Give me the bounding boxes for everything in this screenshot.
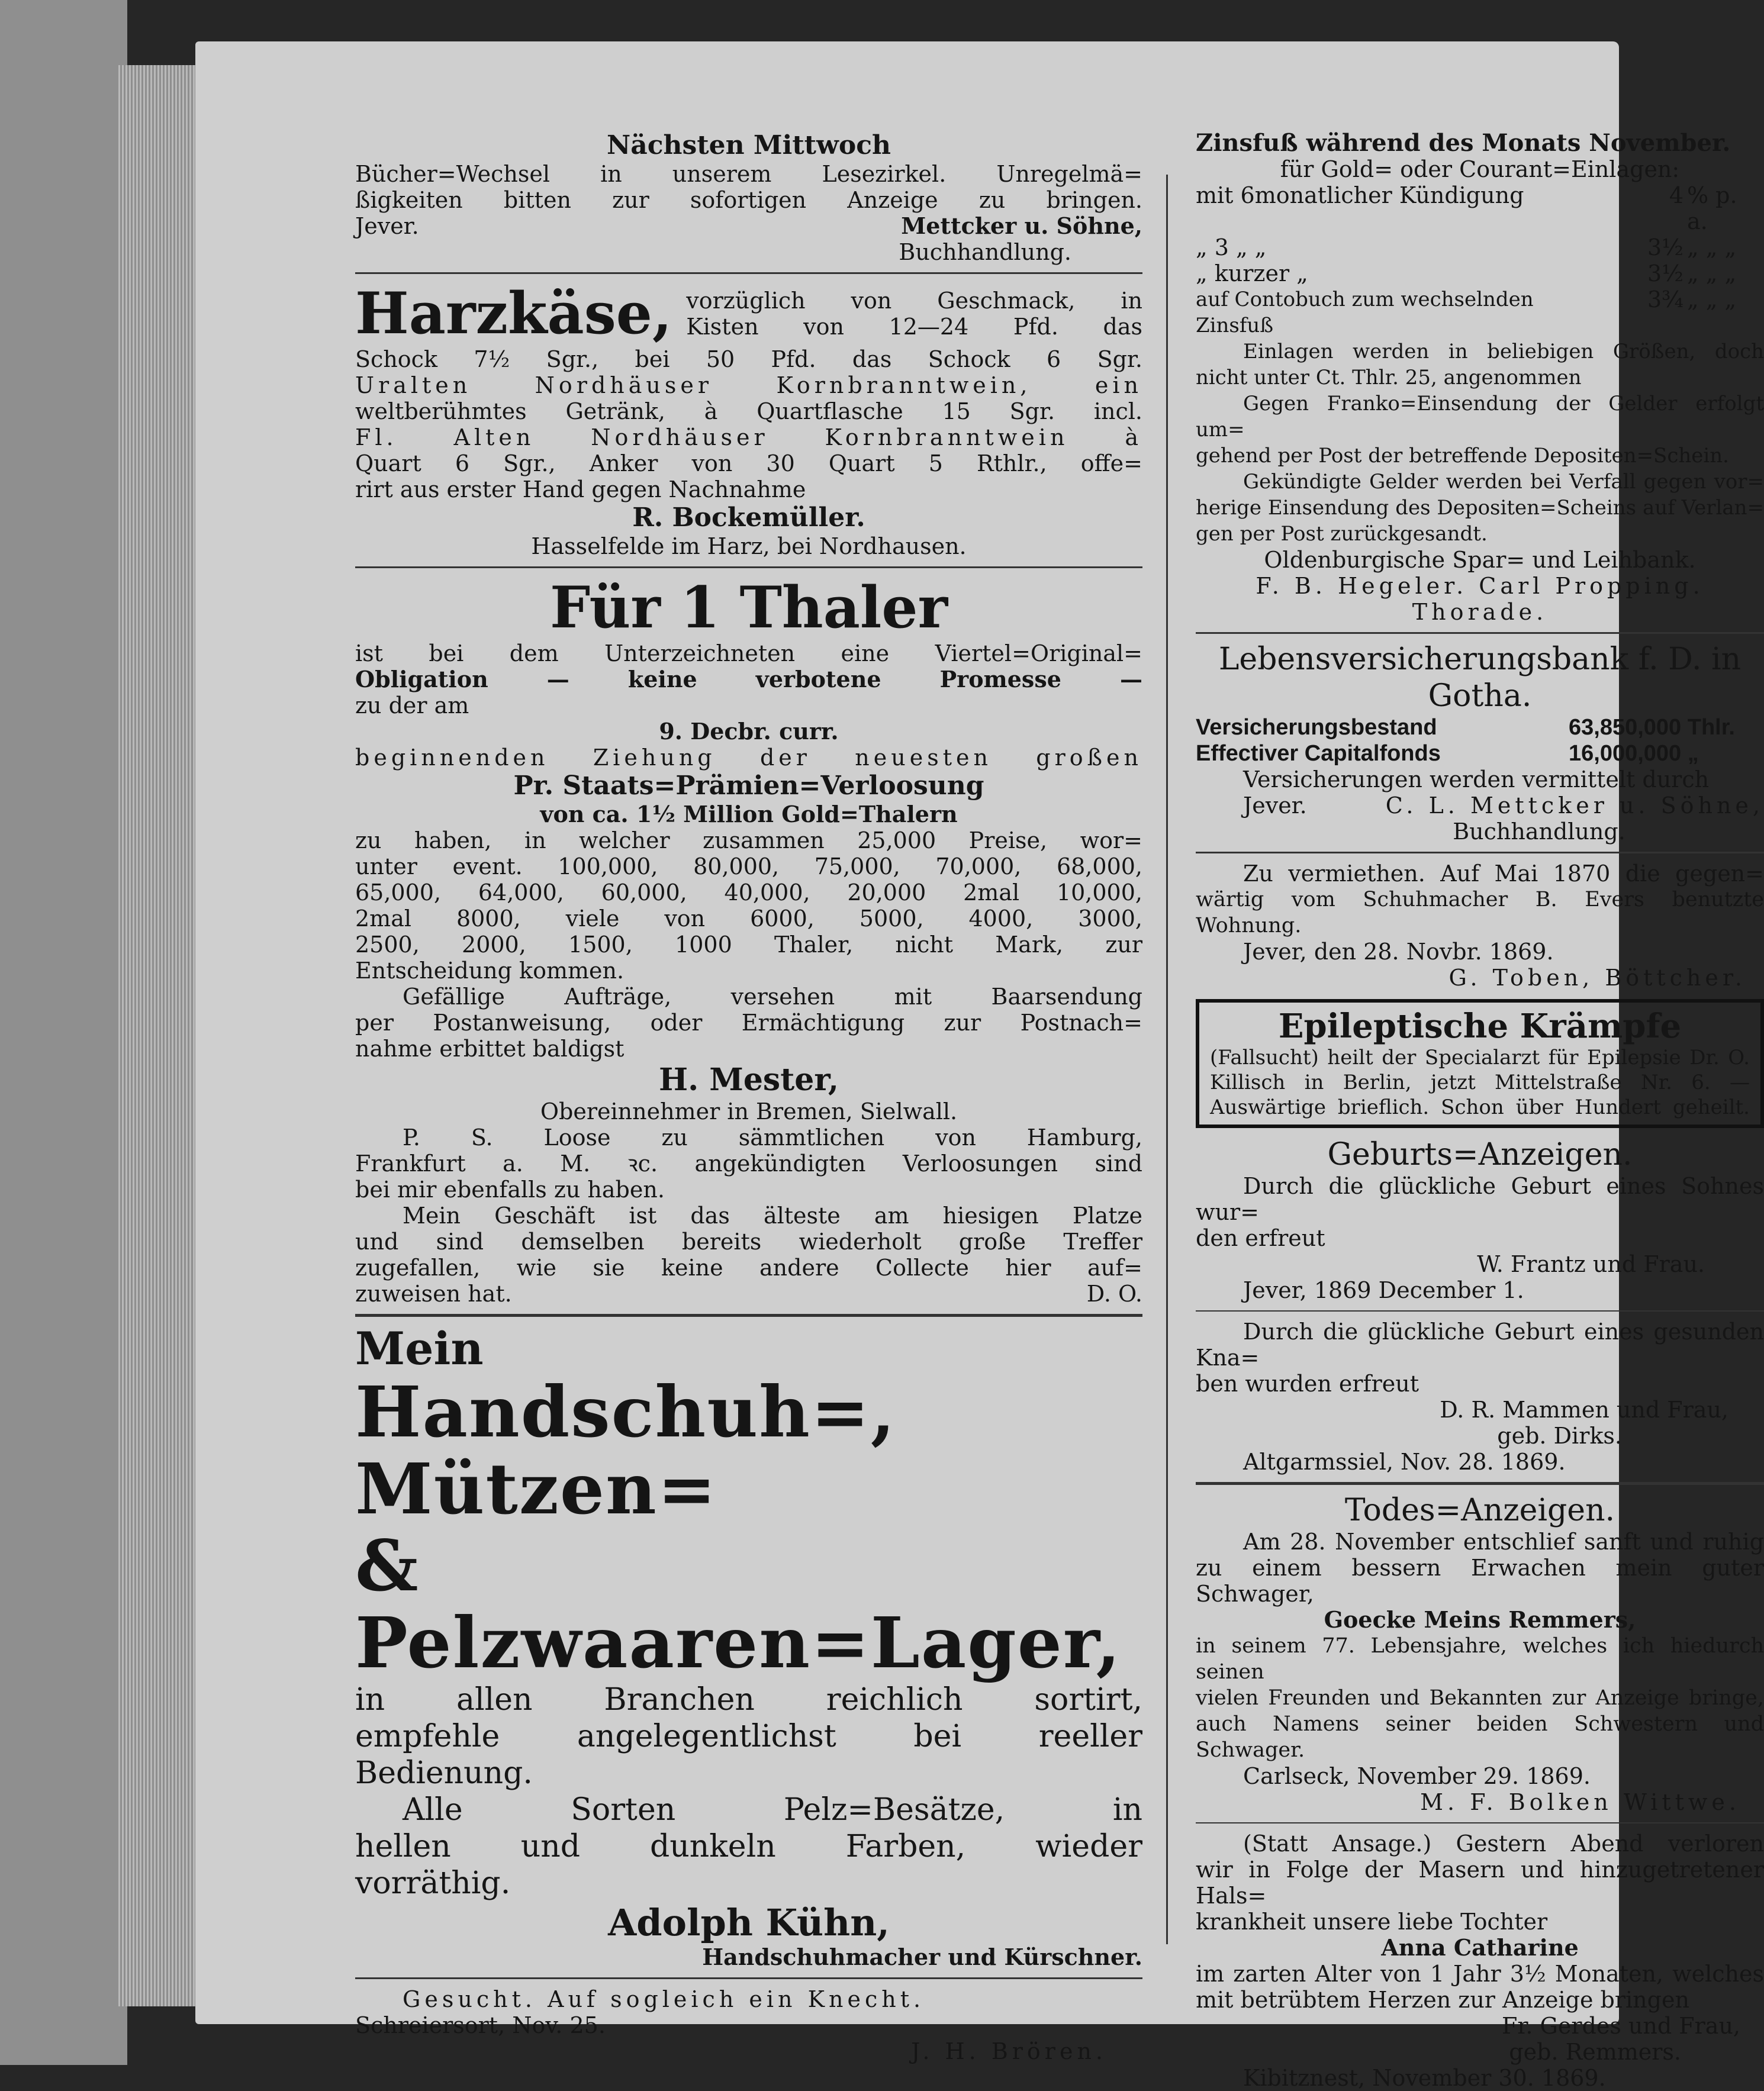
rate-value: 3½ [1647,234,1683,260]
ad-text: Versicherungen werden vermittelt durch [1243,766,1710,792]
ad-text: Mein Geschäft ist das älteste am hiesigen Platze [403,1203,1142,1229]
ad-initials: D. O. [1086,1281,1142,1307]
ad-signature: R. Bockemüller. [632,502,865,533]
divider [1196,632,1764,634]
ad-text: empfehle angelegentlichst bei reeller [355,1719,1142,1754]
rate-value: 4 [1669,182,1683,208]
section-title: Geburts=Anzeigen. [1327,1137,1633,1172]
ad-text: bei mir ebenfalls zu haben. [355,1177,665,1203]
divider [355,566,1142,568]
ad-text: Schock 7½ Sgr., bei 50 Pfd. das Schock 6 Sgr. [355,346,1142,372]
ad-title: & Pelzwaaren=Lager, [355,1525,1122,1684]
right-column [1196,130,1764,2091]
ad-text: 65,000, 64,000, 60,000, 40,000, 20,000 2mal 10,000, [355,879,1142,906]
divider [1196,852,1764,853]
ad-firm: Mettcker u. Söhne, [901,212,1142,239]
ad-text: per Postanweisung, oder Ermächtigung zur Postnach= [355,1010,1142,1036]
ad-text: Gefällige Aufträge, versehen mit Baarsendung [403,984,1142,1010]
ad-text: Einlagen werden in beliebigen Größen, doch [1243,340,1764,363]
ad-thaler [355,575,1142,1307]
ad-title: Mein [355,1322,484,1375]
ad-title: Für 1 Thaler [549,574,948,641]
ad-text: weltberühmtes Getränk, à Quartflasche 15 Sgr. incl. [355,398,1142,424]
rate-unit: „ „ „ [1687,234,1737,260]
ad-text: auch Namens seiner beiden Schwestern und Schwager. [1196,1712,1764,1762]
insurance-label: Versicherungsbestand [1196,715,1437,740]
ad-title: Gotha. [1428,678,1532,714]
divider [355,1977,1142,1979]
ad-text: P. S. Loose zu sämmtlichen von Hamburg, [403,1125,1142,1151]
ad-text: wärtig vom Schuhmacher B. Evers benutzte Wohnung. [1196,888,1764,937]
ad-title: Epileptische Krämpfe [1278,1007,1682,1046]
ad-text: Durch die glückliche Geburt eines Sohnes wur= [1196,1173,1764,1225]
ad-text: vorzüglich von Geschmack, in [686,288,1142,314]
ad-text: vorräthig. [355,1866,511,1901]
ad-text: ßigkeiten bitten zur sofortigen Anzeige zu bringen. [355,187,1142,213]
rate-unit: „ „ „ [1687,260,1737,286]
deceased-name: Goecke Meins Remmers, [1324,1606,1636,1633]
ad-signature: Oldenburgische Spar= und Leihbank. [1264,547,1696,573]
insurance-value: 63,850,000 Thlr. [1569,715,1735,740]
ad-text: Zu vermiethen. Auf Mai 1870 die gegen= [1243,861,1764,887]
ad-text: Quart 6 Sgr., Anker von 30 Quart 5 Rthlr., offe= [355,450,1142,476]
ad-signature: H. Mester, [658,1062,839,1098]
divider [355,272,1142,274]
ad-todes-anzeigen [1196,1492,1764,2091]
ad-text: Bedienung. [355,1755,533,1791]
page-edges [118,65,207,2006]
divider [355,1314,1142,1317]
ad-firm: C. L. Mettcker u. Söhne, [1385,792,1764,819]
deceased-name: Anna Catharine [1381,1934,1579,1961]
ad-text: den erfreut [1196,1225,1325,1251]
ad-text: Bücher=Wechsel in unserem Lesezirkel. Unregelmä= [355,161,1142,187]
ad-text: beginnenden Ziehung der neuesten großen [355,745,1142,771]
ad-text: 2500, 2000, 1500, 1000 Thaler, nicht Mark, zur [355,932,1142,958]
insurance-label: Effectiver Capitalfonds [1196,741,1441,766]
ad-place: Jever. [1243,792,1307,819]
ad-place: Altgarmssiel, Nov. 28. 1869. [1243,1449,1566,1475]
insurance-value: 16,000,000 „ [1569,741,1699,766]
ad-text: Gegen Franko=Einsendung der Gelder erfolgt um= [1196,392,1764,442]
ad-text: ist bei dem Unterzeichneten eine Viertel=Original= [355,640,1142,666]
ad-text: in allen Branchen reichlich sortirt, [355,1682,1142,1718]
ad-signature-sub: Obereinnehmer in Bremen, Sielwall. [540,1098,958,1125]
ad-text: (Fallsucht) heilt der Specialarzt für Epilepsie Dr. O. [1210,1046,1750,1069]
ad-text: unter event. 100,000, 80,000, 75,000, 70,000, 68,000, [355,853,1142,879]
ad-signature: J. H. Brören. [911,2038,1107,2064]
ad-text: vielen Freunden und Bekannten zur Anzeige bringe, [1196,1686,1764,1710]
ad-lebensversicherung [1196,641,1764,845]
ad-signature: G. Toben, Böttcher. [1448,965,1746,991]
ad-text: nicht unter Ct. Thlr. 25, angenommen [1196,366,1582,389]
ad-firm-sub: Buchhandlung. [899,239,1071,265]
ad-signature: D. R. Mammen und Frau, [1440,1397,1728,1423]
ad-text: ben wurden erfreut [1196,1371,1419,1397]
ad-title: Handschuh=, Mützen= [355,1371,896,1530]
ad-date: 9. Decbr. curr. [659,718,839,745]
rate-label: „ 3 „ „ [1196,234,1267,260]
ad-text: gen per Post zurückgesandt. [1196,522,1488,546]
ad-text: Am 28. November entschlief sanft und ruhig [1243,1529,1764,1555]
ad-place: Jever, 1869 December 1. [1243,1277,1524,1303]
divider [1196,1822,1764,1823]
ad-place: Thorade. [1412,599,1548,625]
divider [1196,1310,1764,1312]
ad-text: von ca. 1½ Million Gold=Thalern [540,801,958,827]
ad-text: 2mal 8000, viele von 6000, 5000, 4000, 3000, [355,906,1142,932]
book-cover [0,0,127,2065]
ad-signature: Adolph Kühn, [608,1901,890,1944]
ad-text: Pr. Staats=Prämien=Verloosung [513,771,984,801]
ad-text: Entscheidung kommen. [355,958,625,984]
ad-zinsfuss [1196,130,1764,625]
rate-unit: „ „ „ [1687,286,1737,312]
ad-title: Zinsfuß während des Monats November. [1196,129,1731,157]
left-column [355,130,1142,2064]
ad-text: krankheit unsere liebe Tochter [1196,1909,1548,1935]
ad-signature-sub: geb. Dirks. [1497,1423,1622,1449]
ad-place: Carlseck, November 29. 1869. [1243,1763,1591,1789]
ad-text: Killisch in Berlin, jetzt Mittelstraße Nr. 6. — [1210,1071,1750,1094]
ad-text: zugefallen, wie sie keine andere Collecte hier auf= [355,1255,1142,1281]
ad-signature: Fr. Gerdes und Frau, [1501,2013,1740,2039]
ad-text: (Statt Ansage.) Gestern Abend verloren [1243,1831,1764,1857]
ad-title: Lebensversicherungsbank f. D. in [1218,642,1742,677]
ad-text: mit betrübtem Herzen zur Anzeige bringen [1196,1987,1689,2013]
ad-place: Hasselfelde im Harz, bei Nordhausen. [531,533,967,559]
divider [1196,1482,1764,1485]
ad-place: Kibitznest, November 30. 1869. [1243,2065,1606,2091]
ad-geburts-anzeigen [1196,1136,1764,1475]
ad-signature-sub: geb. Remmers. [1509,2039,1681,2065]
ad-signature: F. B. Hegeler. Carl Propping. [1256,573,1704,599]
ad-text: Gekündigte Gelder werden bei Verfall gegen vor= [1243,470,1764,494]
ad-text: Fl. Alten Nordhäuser Kornbranntwein à [355,424,1142,450]
ad-text: Kisten von 12—24 Pfd. das [686,314,1142,340]
ad-text: Jever, den 28. Novbr. 1869. [1243,939,1554,965]
ad-vermiethen [1196,861,1764,991]
ad-text: zu einem bessern Erwachen mein guter Schwager, [1196,1555,1764,1607]
ad-signature-sub: Handschuhmacher und Kürschner. [702,1944,1142,1970]
ad-text: für Gold= oder Courant=Einlagen: [1280,156,1680,182]
ad-text: zuweisen hat. [355,1281,512,1307]
ad-text: zu haben, in welcher zusammen 25,000 Preise, wor= [355,827,1142,853]
ad-text: im zarten Alter von 1 Jahr 3½ Monaten, welches [1196,1961,1764,1987]
ad-text: zu der am [355,692,469,719]
ad-text: Uralten Nordhäuser Kornbranntwein, ein [355,372,1142,398]
ad-text: Alle Sorten Pelz=Besätze, in [403,1792,1142,1828]
column-divider [1166,175,1168,1944]
ad-text: nahme erbittet baldigst [355,1036,625,1062]
ad-text: Auswärtige brieflich. Schon über Hundert geheilt. [1210,1096,1750,1119]
rate-value: 3½ [1647,260,1683,286]
ad-text: Gesucht. Auf sogleich ein Knecht. [403,1986,925,2012]
ad-text: rirt aus erster Hand gegen Nachnahme [355,476,806,502]
ad-harzkaese [355,281,1142,559]
interest-table [1196,182,1764,339]
ad-text: in seinem 77. Lebensjahre, welches ich hiedurch seinen [1196,1634,1764,1684]
rate-label: mit 6monatlicher Kündigung [1196,182,1524,208]
ad-text: herige Einsendung des Depositen=Scheins auf Verlan= [1196,496,1764,520]
newspaper-page [195,41,1764,2091]
ad-kuehn [355,1324,1142,1970]
rate-label: „ kurzer „ [1196,260,1308,286]
ad-signature: W. Frantz und Frau. [1477,1251,1705,1277]
ad-firm-sub: Buchhandlung. [1453,819,1625,845]
ad-text: und sind demselben bereits wiederholt große Treffer [355,1229,1142,1255]
ad-text: wir in Folge der Masern und hinzugetretener Hals= [1196,1857,1764,1909]
ad-text: Obligation — keine verbotene Promesse — [355,666,1142,692]
ad-signature: M. F. Bolken Wittwe. [1420,1789,1740,1815]
ad-place: Jever. [355,213,419,239]
ad-text: Frankfurt a. M. ꝛc. angekündigten Verloosungen sind [355,1151,1142,1177]
ad-text: Schreiersort, Nov. 25. [355,2012,606,2038]
rate-value: 3¾ [1647,286,1683,312]
ad-epilepsie [1196,999,1764,1128]
ad-headword: Harzkäse, [355,280,672,347]
ad-text: hellen und dunkeln Farben, wieder [355,1829,1142,1864]
rate-unit: % p. a. [1687,182,1737,234]
ad-text: Durch die glückliche Geburt eines gesunden Kna= [1196,1319,1764,1371]
ad-mittwoch [355,130,1142,265]
ad-text: gehend per Post der betreffende Depositen=Schein. [1196,444,1729,468]
ad-title: Nächsten Mittwoch [607,130,891,160]
rate-label: auf Contobuch zum wechselnden Zinsfuß [1196,288,1534,337]
ad-gesucht [355,1986,1142,2064]
section-title: Todes=Anzeigen. [1344,1493,1615,1528]
